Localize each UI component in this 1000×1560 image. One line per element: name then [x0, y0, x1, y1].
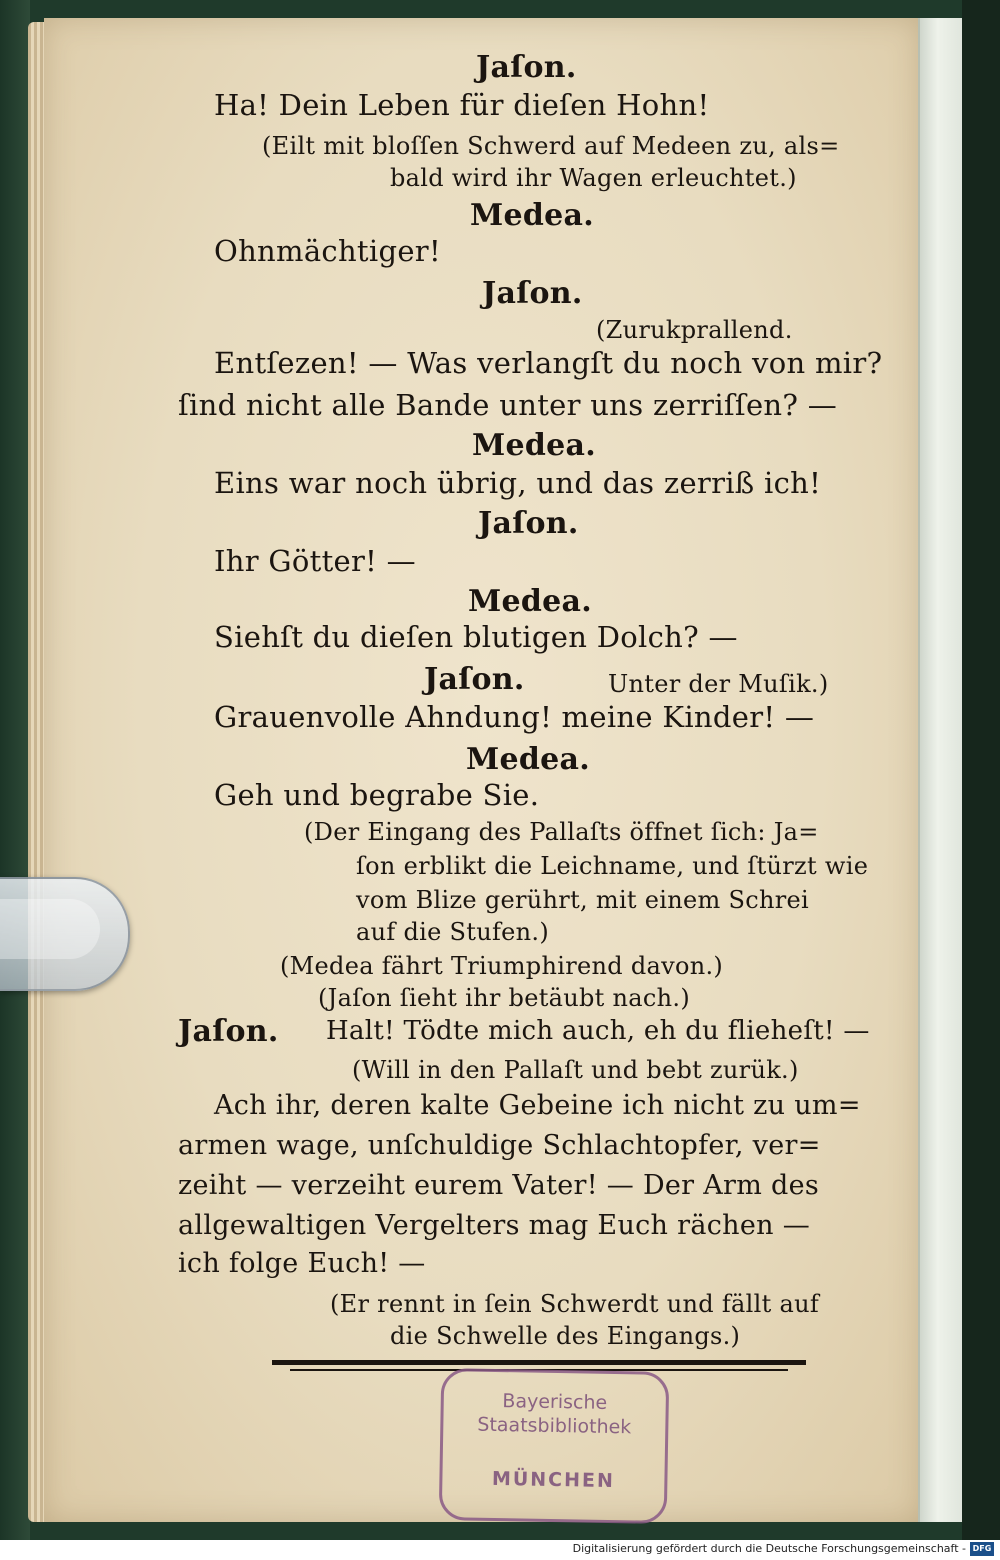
speech-line: Siehſt du dieſen blutigen Dolch? —: [214, 620, 738, 654]
speech-line: Entſezen! — Was verlangſt du noch von mir?: [214, 346, 883, 380]
speech-line: Ihr Götter! —: [214, 544, 416, 578]
stage-direction: (Er rennt in ſein Schwerdt und fällt auf: [330, 1290, 820, 1318]
stage-direction: (Eilt mit bloſſen Schwerd auf Medeen zu, als=: [262, 132, 840, 160]
background-right: [962, 0, 1000, 1540]
stage-direction: ſon erblikt die Leichname, und ſtürzt wie: [356, 852, 869, 880]
stamp-line: MÜNCHEN: [491, 1467, 616, 1493]
stage-direction: (Der Eingang des Pallaſts öffnet ſich: Ja=: [304, 818, 819, 846]
page-clip: [0, 877, 130, 991]
speech-line: Ohnmächtiger!: [214, 234, 441, 268]
stage-direction: (Jaſon ſieht ihr betäubt nach.): [318, 984, 691, 1012]
stamp-line: Staatsbibliothek: [477, 1413, 632, 1439]
stage-direction: (Zurukprallend.: [596, 316, 793, 344]
book-right-edge: [918, 18, 964, 1522]
speech-line: Geh und begrabe Sie.: [214, 778, 540, 812]
stage-direction: (Medea fährt Triumphirend davon.): [280, 952, 724, 980]
speaker-jason: Jaſon.: [478, 506, 579, 541]
speech-line: armen wage, unſchuldige Schlachtopfer, ver=: [178, 1130, 821, 1161]
library-stamp: [439, 1368, 670, 1524]
speech-line: Halt! Tödte mich auch, eh du flieheſt! —: [326, 1016, 870, 1046]
speaker-medea: Medea.: [466, 742, 591, 777]
stage-direction: auf die Stufen.): [356, 918, 550, 946]
speaker-jason: Jaſon.: [424, 662, 525, 697]
speech-line: allgewaltigen Vergelters mag Euch rächen —: [178, 1210, 810, 1241]
speech-line: Ach ihr, deren kalte Gebeine ich nicht zu um=: [214, 1090, 861, 1121]
speaker-jason: Jaſon.: [178, 1014, 279, 1049]
speaker-medea: Medea.: [468, 584, 593, 619]
footer-credit: Digitalisierung gefördert durch die Deutsche Forschungsgemeinschaft -: [572, 1542, 966, 1555]
speech-line: zeiht — verzeiht eurem Vater! — Der Arm des: [178, 1170, 820, 1201]
dfg-logo-icon: DFG: [970, 1542, 994, 1556]
clip-highlight: [0, 899, 100, 959]
stage-direction: die Schwelle des Eingangs.): [390, 1322, 741, 1350]
stage-direction: bald wird ihr Wagen erleuchtet.): [390, 164, 797, 192]
speech-line: Ha! Dein Leben für dieſen Hohn!: [214, 88, 710, 122]
speaker-jason: Jaſon.: [476, 50, 577, 85]
stage-direction: vom Blize gerührt, mit einem Schrei: [356, 886, 810, 914]
end-rule: [272, 1360, 806, 1365]
speech-line: Grauenvolle Ahndung! meine Kinder! —: [214, 700, 815, 734]
speech-line: ſind nicht alle Bande unter uns zerriſſen? —: [178, 388, 838, 422]
stage-direction: Unter der Muſik.): [608, 670, 829, 698]
speaker-medea: Medea.: [470, 198, 595, 233]
speech-line: Eins war noch übrig, und das zerriß ich!: [214, 466, 822, 500]
stamp-line: Bayerische: [502, 1390, 608, 1414]
speaker-jason: Jaſon.: [482, 276, 583, 311]
stage-direction: (Will in den Pallaſt und bebt zurük.): [352, 1056, 799, 1084]
book-spine: [0, 0, 30, 1540]
speaker-medea: Medea.: [472, 428, 597, 463]
speech-line: ich folge Euch! —: [178, 1248, 426, 1279]
